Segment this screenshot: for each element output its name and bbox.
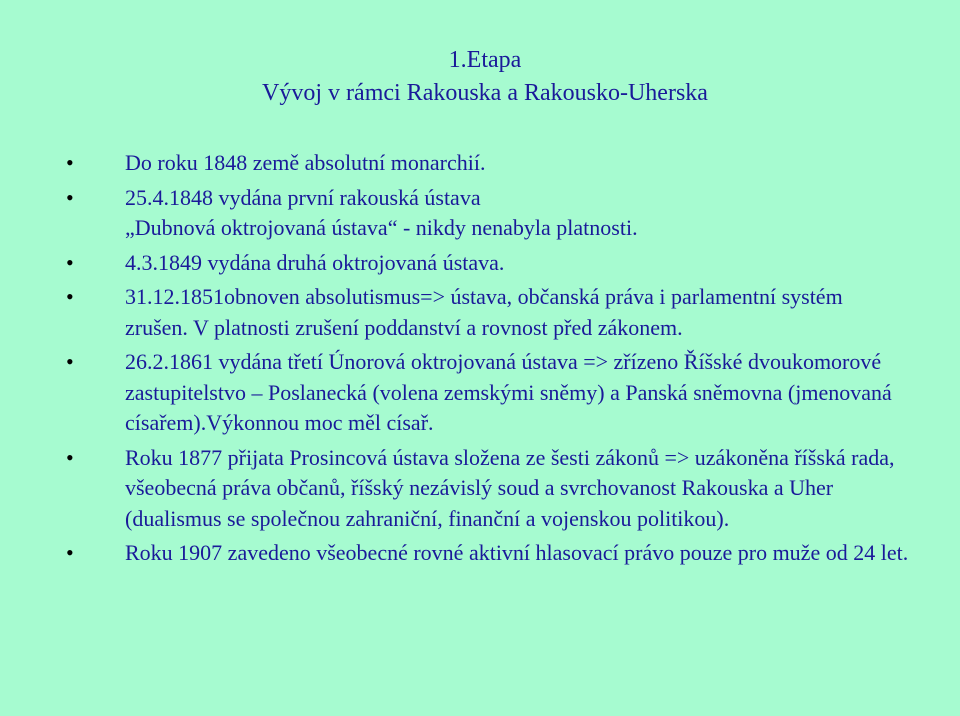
bullet-icon: • [66, 184, 74, 210]
bullet-icon: • [66, 150, 74, 175]
bullet-icon: • [66, 249, 74, 275]
list-item [0, 183, 960, 244]
list-item-text: Roku 1907 zavedeno všeobecné rovné aktivní hlasovací právo pouze pro muže od 24 let. [125, 540, 909, 565]
list-item-text: 4.3.1849 vydána druhá oktrojovaná ústava. [125, 249, 505, 275]
title-line-2: Vývoj v rámci Rakouska a Rakousko-Uherska [262, 80, 708, 106]
list-item [0, 148, 960, 179]
list-item-text: 26.2.1861 vydána třetí Únorová oktrojovaná ústava => zřízeno Říšské dvoukomorové zastupitelstvo – Poslanecká (volena zemskými sněmy) a Panská sněmovna (jmenovaná císařem).Výkonnou moc měl císař. [125, 349, 892, 435]
list-item [0, 282, 960, 343]
slide-title [0, 44, 960, 110]
list-item-text: Roku 1877 přijata Prosincová ústava složena ze šesti zákonů => uzákoněna říšská rada, všeobecná práva občanů, říšský nezávislý soud a svrchovanost Rakouska a Uher (dualismus se společnou zahraniční, finanční a vojenskou politikou). [125, 444, 895, 531]
list-item [0, 538, 960, 569]
list-item-continuation: „Dubnová oktrojovaná ústava“ - nikdy nenabyla platnosti. [125, 215, 638, 240]
list-item-text: 31.12.1851obnoven absolutismus=> ústava, občanská práva i parlamentní systém zrušen. V platnosti zrušení poddanství a rovnost před zákonem. [125, 284, 843, 340]
bullet-icon: • [66, 284, 74, 309]
list-item-text: 25.4.1848 vydána první rakouská ústava [125, 184, 481, 210]
bullet-icon: • [66, 444, 74, 470]
list-item-text: Do roku 1848 země absolutní monarchií. [125, 150, 486, 175]
list-item [0, 347, 960, 439]
title-line-1: 1.Etapa [448, 47, 522, 73]
bullet-list [0, 148, 960, 569]
list-item [0, 443, 960, 535]
list-item [0, 248, 960, 279]
bullet-icon: • [66, 540, 74, 565]
bullet-icon: • [66, 349, 74, 374]
